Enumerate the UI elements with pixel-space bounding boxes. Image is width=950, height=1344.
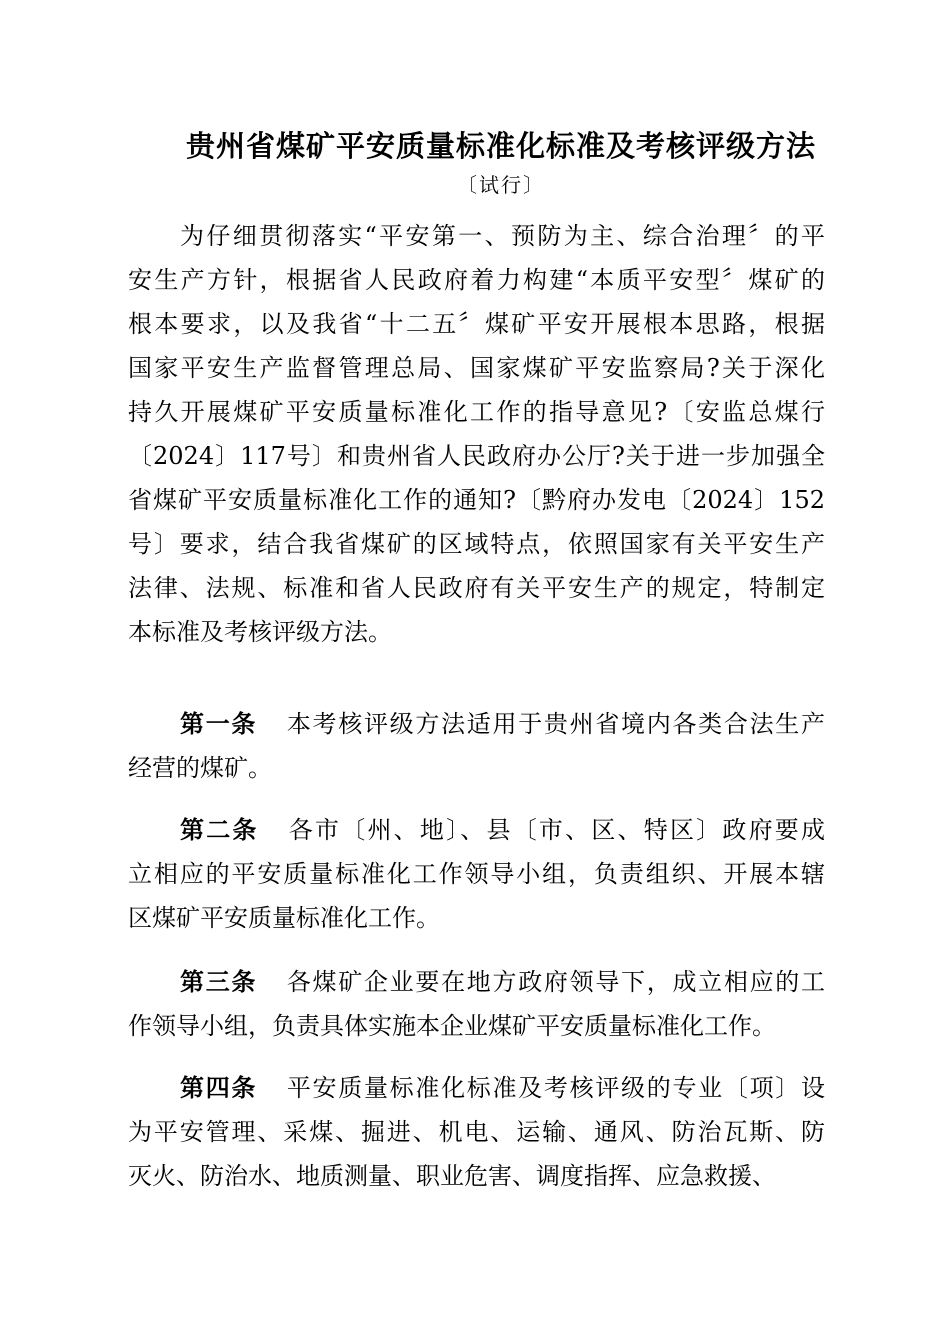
- document-title: 贵州省煤矿平安质量标准化标准及考核评级方法: [185, 129, 816, 163]
- article-line: 立相应的平安质量标准化工作领导小组，负责组织、开展本辖: [128, 860, 825, 888]
- preamble-paragraph: [128, 214, 825, 654]
- article-text: 各煤矿企业要在地方政府领导下，成立相应的工: [285, 968, 825, 996]
- preamble-line: 安生产方针，根据省人民政府着力构建“本质平安型〞煤矿的: [128, 266, 825, 294]
- preamble-line: 号〕要求，结合我省煤矿的区域特点，依照国家有关平安生产: [128, 530, 825, 558]
- article-label: 第三条: [180, 968, 258, 996]
- article-text: 平安质量标准化标准及考核评级的专业〔项〕设: [285, 1074, 825, 1102]
- preamble-line: 省煤矿平安质量标准化工作的通知?〔黔府办发电〔2024〕152: [128, 486, 825, 514]
- article-line: 作领导小组，负责具体实施本企业煤矿平安质量标准化工作。: [128, 1012, 776, 1040]
- article-first-line: [128, 1066, 825, 1110]
- preamble-line: 〔2024〕117号〕和贵州省人民政府办公厅?关于进一步加强全: [128, 442, 825, 470]
- article-text: 各市〔州、地〕、县〔市、区、特区〕政府要成: [286, 816, 825, 844]
- article-line: 为平安管理、采煤、掘进、机电、运输、通风、防治瓦斯、防: [128, 1118, 825, 1146]
- preamble-line: 法律、法规、标准和省人民政府有关平安生产的规定，特制定: [128, 574, 825, 602]
- article-label: 第二条: [180, 816, 259, 844]
- preamble-line: 国家平安生产监督管理总局、国家煤矿平安监察局?关于深化: [128, 354, 825, 382]
- article-3: [128, 960, 825, 1048]
- article-4: [128, 1066, 825, 1198]
- article-line: 经营的煤矿。: [128, 754, 272, 782]
- article-line: 区煤矿平安质量标准化工作。: [128, 904, 440, 932]
- preamble-line: 持久开展煤矿平安质量标准化工作的指导意见?〔安监总煤行: [128, 398, 825, 426]
- document-subtitle: 〔试行〕: [457, 173, 545, 197]
- article-first-line: [128, 808, 825, 852]
- article-text: 本考核评级方法适用于贵州省境内各类合法生产: [285, 710, 825, 738]
- article-label: 第四条: [180, 1074, 258, 1102]
- preamble-line: 为仔细贯彻落实“平安第一、预防为主、综合治理〞的平: [180, 222, 825, 250]
- preamble-line: 根本要求，以及我省“十二五〞煤矿平安开展根本思路，根据: [128, 310, 825, 338]
- article-label: 第一条: [180, 710, 258, 738]
- article-first-line: [128, 702, 825, 746]
- article-2: [128, 808, 825, 940]
- article-first-line: [128, 960, 825, 1004]
- article-1: [128, 702, 825, 790]
- article-line: 灭火、防治水、地质测量、职业危害、调度指挥、应急救援、: [128, 1162, 776, 1190]
- preamble-line: 本标准及考核评级方法。: [128, 618, 392, 646]
